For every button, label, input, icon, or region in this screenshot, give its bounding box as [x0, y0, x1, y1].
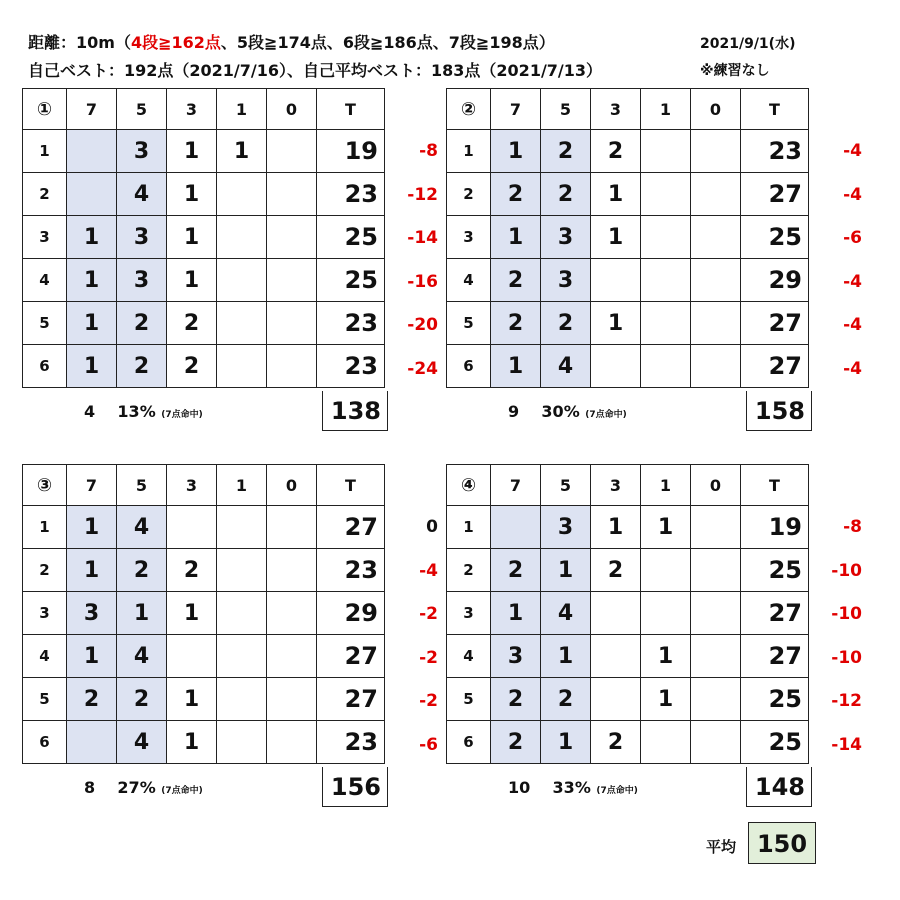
count-7-cell: 3	[491, 635, 541, 678]
end-total-cell: 27	[741, 592, 809, 635]
end-total-cell: 25	[741, 721, 809, 764]
count-1-cell	[217, 678, 267, 721]
column-header: 7	[67, 465, 117, 506]
count-7-cell: 3	[67, 592, 117, 635]
round-2-sheet	[446, 88, 862, 425]
count-7-cell: 2	[491, 721, 541, 764]
count-5-cell: 2	[117, 678, 167, 721]
diff-value: -24	[407, 358, 438, 379]
end-number: 6	[23, 721, 67, 764]
count-5-cell: 3	[117, 259, 167, 302]
table-row	[447, 259, 809, 302]
hit-note: (7点命中)	[596, 786, 638, 796]
end-number: 1	[447, 506, 491, 549]
diff-value: -10	[831, 647, 862, 668]
end-total-cell: 27	[741, 173, 809, 216]
count-0-cell	[267, 345, 317, 388]
count-3-cell: 1	[167, 678, 217, 721]
count-5-cell: 1	[541, 721, 591, 764]
count-3-cell: 1	[591, 302, 641, 345]
end-total-cell: 23	[317, 345, 385, 388]
distance-line	[28, 30, 555, 53]
count-7-cell: 1	[67, 635, 117, 678]
count-0-cell	[691, 506, 741, 549]
column-header: 0	[267, 465, 317, 506]
count-0-cell	[691, 635, 741, 678]
count-7-cell: 1	[67, 345, 117, 388]
count-5-cell: 4	[117, 721, 167, 764]
count-1-cell	[641, 721, 691, 764]
hit-summary	[84, 402, 203, 421]
count-3-cell	[167, 635, 217, 678]
diff-value: -10	[831, 560, 862, 581]
end-number: 3	[23, 216, 67, 259]
round-total: 158	[746, 391, 812, 431]
count-5-cell: 2	[541, 173, 591, 216]
diff-value: -2	[419, 647, 438, 668]
count-1-cell	[641, 302, 691, 345]
column-header: 0	[691, 465, 741, 506]
count-5-cell: 4	[541, 592, 591, 635]
end-total-cell: 25	[317, 259, 385, 302]
end-number: 5	[23, 302, 67, 345]
end-number: 4	[447, 259, 491, 302]
round-3-sheet	[22, 464, 438, 801]
count-0-cell	[691, 173, 741, 216]
end-total-cell: 23	[741, 130, 809, 173]
count-7-cell: 2	[491, 259, 541, 302]
diff-value: -2	[419, 691, 438, 711]
column-header: 3	[591, 89, 641, 130]
end-number: 5	[23, 678, 67, 721]
diff-value: -14	[407, 228, 438, 248]
end-total-cell: 25	[741, 549, 809, 592]
end-number: 1	[23, 506, 67, 549]
count-3-cell: 2	[591, 721, 641, 764]
table-row	[447, 549, 809, 592]
diff-value: -2	[419, 604, 438, 624]
diff-value: -4	[419, 560, 438, 581]
table-row	[23, 635, 385, 678]
end-total-cell: 27	[741, 345, 809, 388]
count-0-cell	[267, 302, 317, 345]
end-total-cell: 23	[317, 173, 385, 216]
count-1-cell	[217, 302, 267, 345]
diff-value: -12	[831, 691, 862, 711]
round-3-table	[22, 464, 385, 764]
table-row	[23, 592, 385, 635]
count-7-cell: 1	[491, 592, 541, 635]
column-header: 3	[591, 465, 641, 506]
table-row	[23, 130, 385, 173]
column-header: T	[317, 89, 385, 130]
count-7-cell: 2	[67, 678, 117, 721]
column-header: 5	[541, 89, 591, 130]
count-7-cell: 1	[491, 130, 541, 173]
end-number: 1	[447, 130, 491, 173]
count-5-cell: 2	[117, 549, 167, 592]
count-3-cell: 1	[591, 173, 641, 216]
count-3-cell: 1	[591, 506, 641, 549]
end-total-cell: 25	[741, 678, 809, 721]
column-header: 5	[541, 465, 591, 506]
end-total-cell: 27	[741, 635, 809, 678]
count-1-cell	[641, 130, 691, 173]
end-total-cell: 29	[317, 592, 385, 635]
hit-count: 8	[84, 778, 96, 797]
count-7-cell	[67, 130, 117, 173]
column-header: 3	[167, 89, 217, 130]
table-row	[23, 721, 385, 764]
count-5-cell: 2	[541, 302, 591, 345]
count-1-cell	[641, 592, 691, 635]
count-0-cell	[267, 721, 317, 764]
count-7-cell: 1	[491, 345, 541, 388]
table-row	[447, 216, 809, 259]
column-header: 1	[217, 89, 267, 130]
round-1-sheet	[22, 88, 438, 425]
count-1-cell	[217, 635, 267, 678]
count-5-cell: 2	[541, 678, 591, 721]
table-row	[447, 721, 809, 764]
count-0-cell	[691, 721, 741, 764]
hit-summary	[508, 402, 627, 421]
count-7-cell: 1	[67, 302, 117, 345]
end-number: 6	[447, 345, 491, 388]
count-3-cell: 2	[591, 549, 641, 592]
count-3-cell: 2	[167, 549, 217, 592]
column-header: 1	[641, 89, 691, 130]
count-0-cell	[267, 549, 317, 592]
count-7-cell: 1	[67, 549, 117, 592]
round-label: ③	[23, 465, 67, 506]
end-total-cell: 25	[741, 216, 809, 259]
end-number: 3	[447, 592, 491, 635]
column-header: 5	[117, 89, 167, 130]
count-3-cell: 1	[167, 130, 217, 173]
count-5-cell: 3	[117, 130, 167, 173]
count-1-cell: 1	[641, 635, 691, 678]
count-0-cell	[691, 130, 741, 173]
table-row	[23, 345, 385, 388]
count-5-cell: 1	[541, 635, 591, 678]
count-5-cell: 3	[541, 216, 591, 259]
count-3-cell: 2	[167, 302, 217, 345]
end-total-cell: 27	[741, 302, 809, 345]
hit-count: 10	[508, 778, 531, 797]
end-number: 6	[447, 721, 491, 764]
hit-note: (7点命中)	[161, 410, 203, 420]
round-total: 138	[322, 391, 388, 431]
count-0-cell	[267, 173, 317, 216]
column-header: 7	[67, 89, 117, 130]
end-total-cell: 25	[317, 216, 385, 259]
diff-value: -8	[843, 517, 862, 537]
count-0-cell	[267, 259, 317, 302]
count-1-cell	[217, 721, 267, 764]
count-3-cell: 1	[167, 592, 217, 635]
count-0-cell	[267, 635, 317, 678]
table-row	[447, 302, 809, 345]
hit-percentage: 27%	[117, 778, 156, 797]
count-3-cell	[591, 635, 641, 678]
table-row	[23, 259, 385, 302]
diff-value: -6	[419, 734, 438, 755]
diff-value: -12	[407, 184, 438, 205]
count-1-cell	[641, 216, 691, 259]
round-4-sheet	[446, 464, 862, 801]
count-7-cell: 2	[491, 678, 541, 721]
count-0-cell	[267, 678, 317, 721]
diff-value: -4	[843, 271, 862, 292]
end-number: 2	[23, 173, 67, 216]
end-number: 2	[447, 173, 491, 216]
round-total: 148	[746, 767, 812, 807]
count-3-cell: 2	[591, 130, 641, 173]
table-row	[447, 345, 809, 388]
count-7-cell: 1	[67, 506, 117, 549]
diff-value: -14	[831, 734, 862, 755]
end-total-cell: 23	[317, 721, 385, 764]
end-total-cell: 29	[741, 259, 809, 302]
end-total-cell: 23	[317, 549, 385, 592]
table-row	[447, 173, 809, 216]
count-5-cell: 1	[117, 592, 167, 635]
count-7-cell: 2	[491, 173, 541, 216]
count-7-cell	[67, 721, 117, 764]
count-1-cell: 1	[641, 678, 691, 721]
end-number: 5	[447, 678, 491, 721]
hit-percentage: 30%	[541, 402, 580, 421]
round-label: ①	[23, 89, 67, 130]
end-number: 6	[23, 345, 67, 388]
count-5-cell: 4	[117, 506, 167, 549]
diff-value: -6	[843, 228, 862, 248]
hit-summary	[84, 778, 203, 797]
count-0-cell	[691, 345, 741, 388]
count-7-cell: 1	[67, 216, 117, 259]
end-total-cell: 19	[317, 130, 385, 173]
table-row	[447, 635, 809, 678]
count-3-cell	[591, 592, 641, 635]
count-1-cell	[217, 216, 267, 259]
header-row	[447, 89, 809, 130]
count-3-cell: 1	[167, 216, 217, 259]
count-0-cell	[691, 216, 741, 259]
column-header: 7	[491, 465, 541, 506]
count-0-cell	[691, 678, 741, 721]
count-5-cell: 2	[117, 302, 167, 345]
distance-prefix: 距離：10m（	[28, 33, 131, 52]
count-1-cell	[641, 173, 691, 216]
count-1-cell	[217, 173, 267, 216]
count-5-cell: 3	[541, 506, 591, 549]
count-1-cell	[217, 506, 267, 549]
count-1-cell: 1	[217, 130, 267, 173]
count-3-cell: 2	[167, 345, 217, 388]
table-row	[23, 302, 385, 345]
count-5-cell: 3	[117, 216, 167, 259]
count-3-cell	[167, 506, 217, 549]
hit-percentage: 33%	[552, 778, 591, 797]
diff-value: -20	[407, 315, 438, 335]
count-5-cell: 4	[117, 173, 167, 216]
count-3-cell	[591, 345, 641, 388]
header-row	[447, 465, 809, 506]
count-3-cell: 1	[167, 259, 217, 302]
table-row	[447, 130, 809, 173]
round-2-table	[446, 88, 809, 388]
count-1-cell	[217, 259, 267, 302]
end-number: 3	[447, 216, 491, 259]
end-number: 4	[23, 259, 67, 302]
hit-count: 9	[508, 402, 520, 421]
column-header: 0	[267, 89, 317, 130]
column-header: 1	[641, 465, 691, 506]
diff-value: -4	[843, 358, 862, 379]
personal-best-line: 自己ベスト：192点（2021/7/16）、自己平均ベスト：183点（2021/7/13）	[28, 61, 603, 80]
column-header: 1	[217, 465, 267, 506]
count-7-cell: 2	[491, 549, 541, 592]
count-3-cell	[591, 259, 641, 302]
count-1-cell	[217, 592, 267, 635]
count-7-cell: 2	[491, 302, 541, 345]
round-label: ④	[447, 465, 491, 506]
average-label: 平均	[706, 838, 737, 856]
hit-note: (7点命中)	[161, 786, 203, 796]
count-5-cell: 2	[117, 345, 167, 388]
column-header: 7	[491, 89, 541, 130]
count-7-cell	[491, 506, 541, 549]
count-3-cell: 1	[591, 216, 641, 259]
end-total-cell: 27	[317, 635, 385, 678]
count-3-cell: 1	[167, 721, 217, 764]
table-row	[23, 678, 385, 721]
count-0-cell	[691, 592, 741, 635]
count-0-cell	[267, 216, 317, 259]
table-row	[447, 506, 809, 549]
table-row	[23, 173, 385, 216]
round-4-table	[446, 464, 809, 764]
table-row	[447, 592, 809, 635]
count-7-cell: 1	[491, 216, 541, 259]
end-number: 2	[23, 549, 67, 592]
round-label: ②	[447, 89, 491, 130]
column-header: 5	[117, 465, 167, 506]
count-1-cell	[641, 259, 691, 302]
column-header: 0	[691, 89, 741, 130]
count-1-cell	[641, 549, 691, 592]
count-5-cell: 3	[541, 259, 591, 302]
diff-value: -4	[843, 315, 862, 335]
practice-note: ※練習なし	[700, 63, 770, 79]
count-0-cell	[267, 130, 317, 173]
end-number: 2	[447, 549, 491, 592]
round-1-table	[22, 88, 385, 388]
column-header: T	[317, 465, 385, 506]
column-header: T	[741, 465, 809, 506]
count-3-cell	[591, 678, 641, 721]
distance-suffix: 、5段≧174点、6段≧186点、7段≧198点）	[220, 33, 555, 52]
column-header: 3	[167, 465, 217, 506]
end-number: 5	[447, 302, 491, 345]
count-1-cell	[217, 345, 267, 388]
end-number: 1	[23, 130, 67, 173]
end-total-cell: 23	[317, 302, 385, 345]
diff-value: -4	[843, 141, 862, 161]
table-row	[23, 216, 385, 259]
hit-summary	[508, 778, 638, 797]
count-7-cell: 1	[67, 259, 117, 302]
diff-value: -10	[831, 604, 862, 624]
distance-4dan: 4段≧162点	[130, 33, 221, 52]
count-5-cell: 4	[541, 345, 591, 388]
count-1-cell: 1	[641, 506, 691, 549]
count-0-cell	[267, 506, 317, 549]
hit-note: (7点命中)	[585, 410, 627, 420]
table-row	[23, 549, 385, 592]
end-number: 4	[23, 635, 67, 678]
count-1-cell	[217, 549, 267, 592]
average-value: 150	[748, 822, 816, 864]
round-total: 156	[322, 767, 388, 807]
count-0-cell	[267, 592, 317, 635]
diff-value: -16	[407, 271, 438, 292]
header-row	[23, 89, 385, 130]
table-row	[447, 678, 809, 721]
hit-count: 4	[84, 402, 96, 421]
date: 2021/9/1(水)	[700, 36, 796, 52]
header-row	[23, 465, 385, 506]
end-total-cell: 19	[741, 506, 809, 549]
end-number: 3	[23, 592, 67, 635]
hit-percentage: 13%	[117, 402, 156, 421]
count-0-cell	[691, 302, 741, 345]
column-header: T	[741, 89, 809, 130]
count-1-cell	[641, 345, 691, 388]
count-0-cell	[691, 549, 741, 592]
diff-value: -4	[843, 184, 862, 205]
end-total-cell: 27	[317, 678, 385, 721]
count-0-cell	[691, 259, 741, 302]
count-5-cell: 2	[541, 130, 591, 173]
count-7-cell	[67, 173, 117, 216]
end-number: 4	[447, 635, 491, 678]
table-row	[23, 506, 385, 549]
count-3-cell: 1	[167, 173, 217, 216]
count-5-cell: 1	[541, 549, 591, 592]
diff-value: -8	[419, 141, 438, 161]
count-5-cell: 4	[117, 635, 167, 678]
diff-value: 0	[426, 517, 438, 537]
end-total-cell: 27	[317, 506, 385, 549]
